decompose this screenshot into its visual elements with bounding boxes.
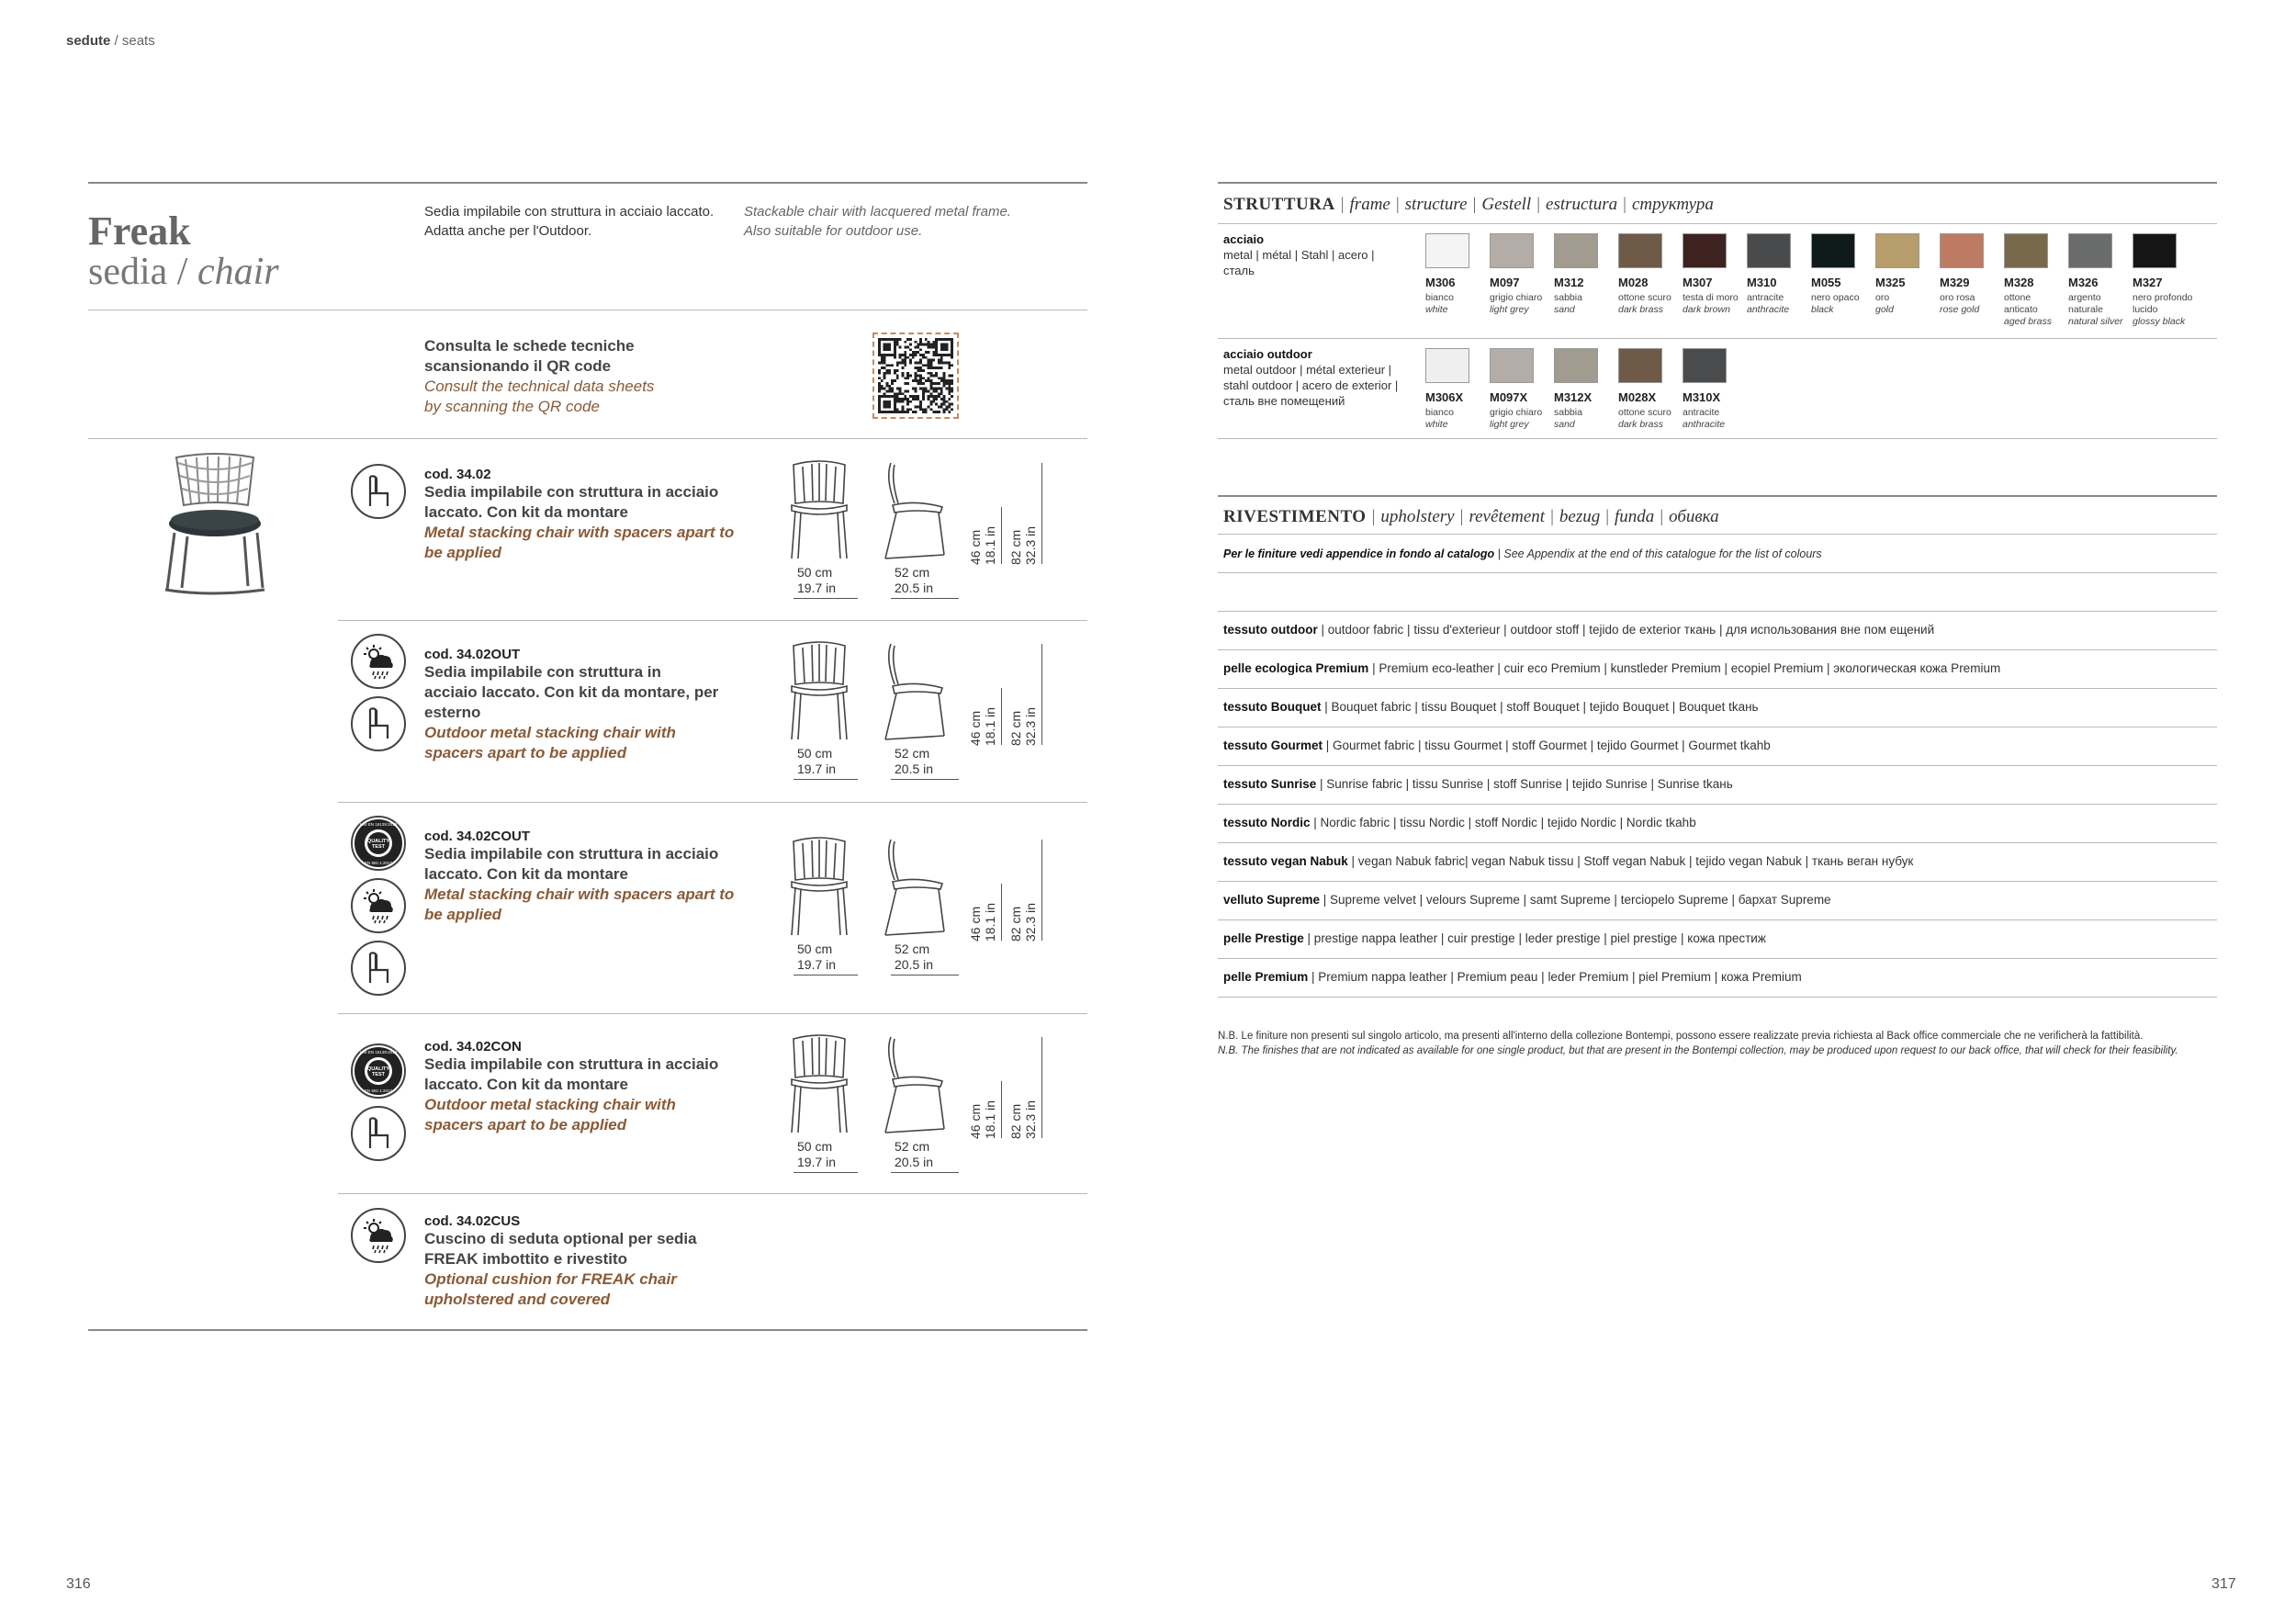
steel-label xyxy=(1223,231,1375,278)
swatch-chip xyxy=(2133,233,2177,268)
swatch-name-en: gold xyxy=(1875,304,1894,315)
swatch-name-it: argento naturale xyxy=(2068,292,2103,315)
desc-it-line-2: Adatta anche per l'Outdoor. xyxy=(424,223,592,239)
upholstery-row-name: pelle ecologica Premium xyxy=(1223,661,1369,675)
width-line xyxy=(793,975,858,976)
swatch-name-it: oro xyxy=(1875,292,1890,303)
upholstery-row xyxy=(1223,893,1831,907)
swatch-name-en: aged brass xyxy=(2004,316,2052,327)
upholstery-title-lang: bezug xyxy=(1559,507,1601,526)
swatch-name-it: nero opaco xyxy=(1811,292,1860,303)
variant-5-text xyxy=(424,1213,697,1310)
product-description-it xyxy=(424,202,714,241)
front-view-drawing xyxy=(786,836,852,942)
front-view-drawing xyxy=(786,1033,852,1139)
badge-test: TEST xyxy=(371,1072,386,1077)
variant-en-line: Metal stacking chair with spacers apart to xyxy=(424,885,735,903)
height-label: 82 cm xyxy=(1008,1103,1023,1139)
appendix-note-bold: Per le finiture vedi appendice in fondo al catalogo xyxy=(1223,547,1495,560)
swatch-name-en: dark brass xyxy=(1618,304,1664,315)
depth-label: 52 cm 20.5 in xyxy=(895,565,934,595)
stacking-chair-icon xyxy=(351,464,406,519)
badge-top: UNI EN 16139:2013 xyxy=(359,822,398,827)
divider xyxy=(1218,804,2217,805)
divider xyxy=(1218,688,2217,689)
seat-height-label: 46 cm xyxy=(968,710,983,746)
seat-height-line xyxy=(1001,884,1002,941)
swatch-chip xyxy=(1425,348,1469,383)
height-label-in: 32.3 in xyxy=(1023,525,1038,565)
height-line xyxy=(1041,463,1042,564)
divider xyxy=(338,802,1087,803)
outdoor-label-sub: stahl outdoor | acero de exterior | xyxy=(1223,378,1399,392)
side-view-drawing xyxy=(882,1033,948,1139)
depth-label: 52 cm 20.5 in xyxy=(895,746,934,776)
divider xyxy=(1218,997,2217,998)
seat-height-label-in: 18.1 in xyxy=(983,1100,997,1139)
badge-quality: QUALITY xyxy=(366,1066,390,1072)
variant-code: cod. 34.02COUT xyxy=(424,829,531,844)
variant-it-line: Sedia impilabile con struttura in acciaio xyxy=(424,845,719,863)
breadcrumb-separator: / xyxy=(110,33,122,49)
divider xyxy=(1218,919,2217,920)
steel-label-sub: сталь xyxy=(1223,264,1255,277)
swatch-chip xyxy=(1490,233,1534,268)
swatch-code: M329 xyxy=(1940,276,1970,289)
variant-it-line: Sedia impilabile con struttura in acciaio xyxy=(424,1055,719,1073)
upholstery-row xyxy=(1223,816,1696,829)
width-line xyxy=(793,598,858,599)
qr-en-line-2: by scanning the QR code xyxy=(424,398,600,415)
seat-height-label-in: 18.1 in xyxy=(983,525,997,565)
upholstery-row xyxy=(1223,854,1913,868)
quality-test-badge-icon xyxy=(351,1043,406,1099)
variant-en-line: Outdoor metal stacking chair with xyxy=(424,724,676,741)
swatch-name-en: anthracite xyxy=(1683,419,1726,430)
badge-test: TEST xyxy=(371,844,386,850)
swatch-chip xyxy=(1683,233,1727,268)
qr-code[interactable] xyxy=(872,333,959,419)
outdoor-weather-icon xyxy=(351,878,406,933)
swatch-code: M310X xyxy=(1683,390,1721,404)
stacking-chair-icon xyxy=(351,941,406,996)
swatch-code: M310 xyxy=(1747,276,1777,289)
product-type xyxy=(88,250,279,294)
swatch-name-it: sabbia xyxy=(1554,292,1582,303)
variant-it-line: Sedia impilabile con struttura in acciaio xyxy=(424,483,719,501)
upholstery-row-name: tessuto outdoor xyxy=(1223,623,1318,637)
bottom-divider-left xyxy=(88,1329,1087,1331)
upholstery-row-langs: | Gourmet fabric | tissu Gourmet | stoff Gourmet | tejido Gourmet | Gourmet tkahb xyxy=(1322,739,1771,752)
height-label: 82 cm xyxy=(1008,906,1023,942)
swatch-name-en: natural silver xyxy=(2068,316,2123,327)
divider xyxy=(1218,438,2217,439)
swatch-name-it: nero profondo lucido xyxy=(2133,292,2193,315)
outdoor-weather-icon xyxy=(351,1208,406,1263)
swatch-name-it: testa di moro xyxy=(1683,292,1739,303)
width-label: 50 cm 19.7 in xyxy=(797,746,837,776)
swatch-name-en: glossy black xyxy=(2133,316,2186,327)
upholstery-row xyxy=(1223,739,1771,752)
stacking-chair-icon xyxy=(351,1106,406,1161)
variant-it-line: laccato. Con kit da montare xyxy=(424,865,628,883)
upholstery-row xyxy=(1223,970,1802,984)
upholstery-row-name: pelle Premium xyxy=(1223,970,1309,984)
divider xyxy=(1218,534,2217,535)
side-view-drawing xyxy=(882,459,948,565)
swatch-name-it: grigio chiaro xyxy=(1490,292,1543,303)
variant-en-line: Metal stacking chair with spacers apart to xyxy=(424,524,735,541)
swatch-name-it: grigio chiaro xyxy=(1490,407,1543,418)
swatch-chip xyxy=(2068,233,2112,268)
product-description-en xyxy=(744,202,1011,241)
upholstery-title-lang: funda xyxy=(1615,507,1655,526)
seat-height-label-in: 18.1 in xyxy=(983,902,997,942)
height-label: 82 cm xyxy=(1008,529,1023,565)
divider xyxy=(1218,765,2217,766)
badge-top: UNI EN 16139:2013 xyxy=(359,1050,398,1054)
seat-height-line xyxy=(1001,688,1002,745)
variant-1-text xyxy=(424,467,734,563)
swatch-chip xyxy=(1875,233,1919,268)
swatch-name-it: oro rosa xyxy=(1940,292,1975,303)
height-label-in: 32.3 in xyxy=(1023,706,1038,746)
variant-code: cod. 34.02CUS xyxy=(424,1213,521,1229)
swatch-name-en: dark brown xyxy=(1683,304,1730,315)
outdoor-weather-icon xyxy=(351,634,406,689)
variant-en-line: upholstered and covered xyxy=(424,1291,611,1308)
seat-height-line xyxy=(1001,507,1002,564)
swatch-name-en: light grey xyxy=(1490,304,1529,315)
steel-label-main: acciaio xyxy=(1223,232,1265,246)
variant-it-line: laccato. Con kit da montare xyxy=(424,1076,628,1093)
depth-line xyxy=(891,1172,959,1173)
upholstery-row xyxy=(1223,700,1759,714)
variant-it-line: Sedia impilabile con struttura in xyxy=(424,663,661,681)
qr-it-line-1: Consulta le schede tecniche xyxy=(424,337,635,355)
outdoor-label-main: acciaio outdoor xyxy=(1223,347,1312,361)
structure-title-lang: structure xyxy=(1404,195,1468,214)
qr-it-line-2: scansionando il QR code xyxy=(424,357,612,375)
height-label: 82 cm xyxy=(1008,710,1023,746)
divider xyxy=(88,438,1087,439)
upholstery-row-name: tessuto Nordic xyxy=(1223,816,1311,829)
divider xyxy=(1218,649,2217,650)
upholstery-title-lang: revêtement xyxy=(1469,507,1546,526)
upholstery-title-lang: обивка xyxy=(1669,507,1719,526)
height-label-in: 32.3 in xyxy=(1023,1100,1038,1139)
product-photo xyxy=(156,452,276,599)
depth-label: 52 cm 20.5 in xyxy=(895,1139,934,1169)
page-number-left: 316 xyxy=(66,1576,91,1592)
swatch-chip xyxy=(1554,348,1598,383)
depth-line xyxy=(891,598,959,599)
swatch-name-en: sand xyxy=(1554,304,1575,315)
divider xyxy=(1218,842,2217,843)
swatch-name-it: bianco xyxy=(1425,292,1454,303)
top-divider-left xyxy=(88,182,1087,184)
appendix-note-rest: | See Appendix at the end of this catalogue for the list of colours xyxy=(1494,547,1822,560)
swatch-chip xyxy=(1425,233,1469,268)
seat-height-label: 46 cm xyxy=(968,529,983,565)
seat-height-line xyxy=(1001,1081,1002,1138)
swatch-name-it: ottone scuro xyxy=(1618,292,1671,303)
upholstery-appendix-note xyxy=(1223,547,1822,560)
variant-it-line: esterno xyxy=(424,704,481,721)
width-label: 50 cm 19.7 in xyxy=(797,565,837,595)
swatch-name-en: black xyxy=(1811,304,1834,315)
variant-3-text xyxy=(424,829,734,925)
qr-code-icon xyxy=(878,338,953,413)
upholstery-row-langs: | prestige nappa leather | cuir prestige | leder prestige | piel prestige | кожа престиж xyxy=(1303,931,1766,945)
variant-code: cod. 34.02OUT xyxy=(424,647,521,662)
swatch-chip xyxy=(1554,233,1598,268)
variant-code: cod. 34.02CON xyxy=(424,1039,522,1054)
structure-title-lang: структура xyxy=(1631,195,1714,214)
width-line xyxy=(793,779,858,780)
upholstery-row xyxy=(1223,661,2000,675)
product-name: Freak xyxy=(88,209,191,254)
product-type-en: chair xyxy=(197,251,279,293)
variant-4-text xyxy=(424,1039,718,1135)
swatch-chip xyxy=(1747,233,1791,268)
divider xyxy=(1218,223,2217,224)
side-view-drawing xyxy=(882,640,948,746)
structure-title: STRUTTURA | frame | structure | Gestell | estructura | структура xyxy=(1223,195,1714,214)
upholstery-row-langs: | Bouquet fabric | tissu Bouquet | stoff Bouquet | tejido Bouquet | Bouquet tkaнь xyxy=(1321,700,1759,714)
swatch-code: M055 xyxy=(1811,276,1841,289)
upholstery-row-name: tessuto vegan Nabuk xyxy=(1223,854,1348,868)
chair-photo-icon xyxy=(156,452,276,599)
height-line xyxy=(1041,644,1042,745)
swatch-code: M326 xyxy=(2068,276,2099,289)
divider xyxy=(1218,338,2217,339)
swatch-chip xyxy=(1940,233,1984,268)
swatch-chip xyxy=(2004,233,2048,268)
swatch-name-it: ottone anticato xyxy=(2004,292,2038,315)
divider xyxy=(1218,611,2217,612)
swatch-code: M312 xyxy=(1554,276,1584,289)
structure-title-main: STRUTTURA xyxy=(1223,195,1335,214)
swatch-name-en: light grey xyxy=(1490,419,1529,430)
swatch-chip xyxy=(1683,348,1727,383)
variant-en-line: spacers apart to be applied xyxy=(424,1116,627,1133)
top-divider-right xyxy=(1218,182,2217,184)
divider xyxy=(1218,881,2217,882)
variant-code: cod. 34.02 xyxy=(424,467,491,482)
footnote xyxy=(1218,1029,2178,1058)
upholstery-row xyxy=(1223,931,1766,945)
quality-test-badge-icon xyxy=(351,816,406,871)
swatch-code: M327 xyxy=(2133,276,2163,289)
swatch-name-it: bianco xyxy=(1425,407,1454,418)
divider xyxy=(338,620,1087,621)
swatch-code: M028X xyxy=(1618,390,1657,404)
swatch-code: M306X xyxy=(1425,390,1464,404)
seat-height-label: 46 cm xyxy=(968,1103,983,1139)
structure-title-lang: Gestell xyxy=(1481,195,1532,214)
swatch-name-it: ottone scuro xyxy=(1618,407,1671,418)
swatch-code: M328 xyxy=(2004,276,2034,289)
breadcrumb xyxy=(66,33,155,49)
upholstery-title-lang: upholstery xyxy=(1380,507,1455,526)
swatch-name-en: white xyxy=(1425,419,1448,430)
upholstery-row-name: tessuto Bouquet xyxy=(1223,700,1322,714)
divider xyxy=(338,1193,1087,1194)
swatch-code: M028 xyxy=(1618,276,1649,289)
page-number-right: 317 xyxy=(2212,1576,2236,1592)
swatch-code: M325 xyxy=(1875,276,1906,289)
width-label: 50 cm 19.7 in xyxy=(797,942,837,972)
divider xyxy=(1218,572,2217,573)
swatch-name-en: white xyxy=(1425,304,1448,315)
swatch-code: M097X xyxy=(1490,390,1528,404)
structure-title-lang: estructura xyxy=(1546,195,1618,214)
variant-en-line: be applied xyxy=(424,544,502,561)
upholstery-top-divider xyxy=(1218,495,2217,497)
height-line xyxy=(1041,840,1042,941)
divider xyxy=(338,1013,1087,1014)
swatch-name-en: rose gold xyxy=(1940,304,1980,315)
front-view-drawing xyxy=(786,640,852,746)
variant-it-line: Cuscino di seduta optional per sedia xyxy=(424,1230,697,1247)
upholstery-row-name: velluto Supreme xyxy=(1223,893,1321,907)
upholstery-title-main: RIVESTIMENTO xyxy=(1223,507,1367,526)
breadcrumb-main: sedute xyxy=(66,33,111,49)
upholstery-row xyxy=(1223,623,1934,637)
product-type-it: sedia / xyxy=(88,251,197,293)
upholstery-row-langs: | Nordic fabric | tissu Nordic | stoff Nordic | tejido Nordic | Nordic tkahb xyxy=(1310,816,1696,829)
footnote-it: N.B. Le finiture non presenti sul singolo articolo, ma presenti all'interno della collezione Bontempi, possono essere realizzate previa richiesta al Back office commerciale che ne verificherà la fattibilità. xyxy=(1218,1031,2144,1042)
variant-en-line: be applied xyxy=(424,906,502,923)
qr-en-line-1: Consult the technical data sheets xyxy=(424,378,655,395)
side-view-drawing xyxy=(882,836,948,942)
structure-title-lang: frame xyxy=(1349,195,1390,214)
steel-label-sub: metal | métal | Stahl | acero | xyxy=(1223,248,1375,262)
swatch-chip xyxy=(1618,233,1662,268)
variant-en-line: Outdoor metal stacking chair with xyxy=(424,1096,676,1113)
swatch-code: M307 xyxy=(1683,276,1713,289)
upholstery-row-langs: | outdoor fabric | tissu d'exterieur | outdoor stoff | tejido de exterior ткань | для использования вне пом ещений xyxy=(1317,623,1935,637)
qr-instructions xyxy=(424,336,654,417)
upholstery-row-langs: | Supreme velvet | velours Supreme | samt Supreme | terciopelo Supreme | бархат Supreme xyxy=(1320,893,1831,907)
upholstery-row-name: tessuto Gourmet xyxy=(1223,739,1323,752)
upholstery-row-langs: | Premium eco-leather | cuir eco Premium | kunstleder Premium | ecopiel Premium | экологическая кожа Premium xyxy=(1368,661,2001,675)
outdoor-label-sub: сталь вне помещений xyxy=(1223,394,1345,408)
swatch-chip xyxy=(1618,348,1662,383)
breadcrumb-sub: seats xyxy=(121,33,155,49)
variant-en-line: spacers apart to be applied xyxy=(424,744,627,761)
desc-it-line-1: Sedia impilabile con struttura in acciaio laccato. xyxy=(424,204,715,220)
desc-en-line-2: Also suitable for outdoor use. xyxy=(744,223,923,239)
stacking-chair-icon xyxy=(351,696,406,751)
swatch-name-en: dark brass xyxy=(1618,419,1664,430)
swatch-chip xyxy=(1490,348,1534,383)
badge-quality: QUALITY xyxy=(366,839,390,844)
swatch-name-it: antracite xyxy=(1683,407,1720,418)
swatch-name-en: sand xyxy=(1554,419,1575,430)
upholstery-row-langs: | Premium nappa leather | Premium peau | leder Premium | piel Premium | кожа Premium xyxy=(1308,970,1802,984)
swatch-code: M312X xyxy=(1554,390,1593,404)
swatch-code: M306 xyxy=(1425,276,1456,289)
seat-height-label: 46 cm xyxy=(968,906,983,942)
width-label: 50 cm 19.7 in xyxy=(797,1139,837,1169)
upholstery-row-langs: | vegan Nabuk fabric| vegan Nabuk tissu | Stoff vegan Nabuk | tejido vegan Nabuk | ткань веган нубук xyxy=(1347,854,1914,868)
depth-line xyxy=(891,975,959,976)
variant-it-line: laccato. Con kit da montare xyxy=(424,503,628,521)
footnote-en: N.B. The finishes that are not indicated as available for one single product, but that are present in the Bontempi collection, may be produced upon request to our back office, that will check for their feasibility. xyxy=(1218,1045,2178,1056)
variant-it-line: FREAK imbottito e rivestito xyxy=(424,1250,628,1268)
height-label-in: 32.3 in xyxy=(1023,902,1038,942)
swatch-chip xyxy=(1811,233,1855,268)
swatch-name-it: sabbia xyxy=(1554,407,1582,418)
variant-it-line: acciaio laccato. Con kit da montare, per xyxy=(424,683,719,701)
badge-bottom: EN 581:1:2017 xyxy=(364,861,393,865)
upholstery-row-langs: | Sunrise fabric | tissu Sunrise | stoff Sunrise | tejido Sunrise | Sunrise tkaнь xyxy=(1316,777,1733,791)
outdoor-label-sub: metal outdoor | métal exterieur | xyxy=(1223,363,1392,377)
swatch-name-en: anthracite xyxy=(1747,304,1790,315)
upholstery-title: RIVESTIMENTO | upholstery | revêtement | bezug | funda | обивка xyxy=(1223,507,1719,526)
variant-2-text xyxy=(424,647,718,763)
outdoor-steel-label xyxy=(1223,346,1398,409)
desc-en-line-1: Stackable chair with lacquered metal frame. xyxy=(744,204,1011,220)
swatch-code: M097 xyxy=(1490,276,1520,289)
upholstery-row-name: pelle Prestige xyxy=(1223,931,1304,945)
height-line xyxy=(1041,1037,1042,1138)
divider xyxy=(1218,958,2217,959)
width-line xyxy=(793,1172,858,1173)
badge-bottom: EN 581:1:2017 xyxy=(364,1088,393,1093)
swatch-name-it: antracite xyxy=(1747,292,1784,303)
upholstery-row xyxy=(1223,777,1733,791)
variant-en-line: Optional cushion for FREAK chair xyxy=(424,1270,677,1288)
front-view-drawing xyxy=(786,459,852,565)
upholstery-row-name: tessuto Sunrise xyxy=(1223,777,1317,791)
seat-height-label-in: 18.1 in xyxy=(983,706,997,746)
depth-line xyxy=(891,779,959,780)
depth-label: 52 cm 20.5 in xyxy=(895,942,934,972)
